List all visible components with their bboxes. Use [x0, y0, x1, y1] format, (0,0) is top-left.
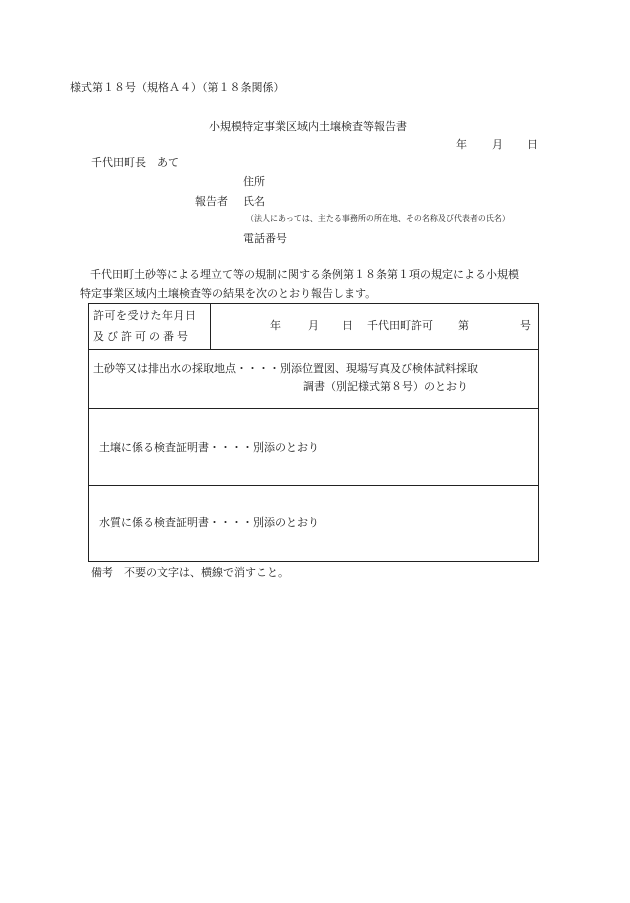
table-divider-2	[88, 408, 539, 409]
permit-year-label: 年	[270, 319, 281, 332]
water-certificate-line: 水質に係る検査証明書・・・・別添のとおり	[99, 516, 319, 529]
permit-day-label: 日	[342, 319, 353, 332]
corporation-note: （法人にあっては、主たる事務所の所在地、その名称及び代表者の氏名）	[246, 214, 510, 223]
body-text-line1: 千代田町土砂等による埋立て等の規制に関する条例第１８条第１項の規定による小規模	[90, 268, 519, 281]
reporter-label: 報告者	[195, 195, 228, 208]
remarks-note: 備考 不要の文字は、横線で消すこと。	[91, 566, 289, 579]
permit-label-line2: 及び許可の番号	[93, 330, 191, 343]
phone-label: 電話番号	[243, 232, 287, 245]
date-month-label: 月	[492, 138, 503, 151]
table-divider-1	[88, 349, 539, 350]
permit-number-go: 号	[520, 319, 531, 332]
permit-label-line1: 許可を受けた年月日	[93, 309, 197, 322]
date-day-label: 日	[527, 138, 538, 151]
form-number-header: 様式第１８号（規格Ａ４）（第１８条関係）	[70, 81, 285, 94]
soil-certificate-line: 土壌に係る検査証明書・・・・別添のとおり	[99, 441, 319, 454]
table-divider-3	[88, 485, 539, 486]
date-year-label: 年	[456, 138, 467, 151]
sampling-point-line2: 調書（別記様式第８号）のとおり	[303, 380, 468, 393]
permit-issuer: 千代田町許可	[367, 319, 433, 332]
addressee: 千代田町長 あて	[91, 156, 179, 169]
table-divider-vertical	[210, 303, 211, 349]
name-label: 氏名	[243, 195, 265, 208]
permit-month-label: 月	[308, 319, 319, 332]
permit-number-dai: 第	[458, 319, 469, 332]
address-label: 住所	[243, 175, 265, 188]
body-text-line2: 特定事業区域内土壌検査等の結果を次のとおり報告します。	[80, 287, 377, 300]
form-title: 小規模特定事業区域内土壌検査等報告書	[209, 120, 407, 133]
sampling-point-line1: 土砂等又は排出水の採取地点・・・・別添位置図、現場写真及び検体試料採取	[93, 362, 478, 375]
